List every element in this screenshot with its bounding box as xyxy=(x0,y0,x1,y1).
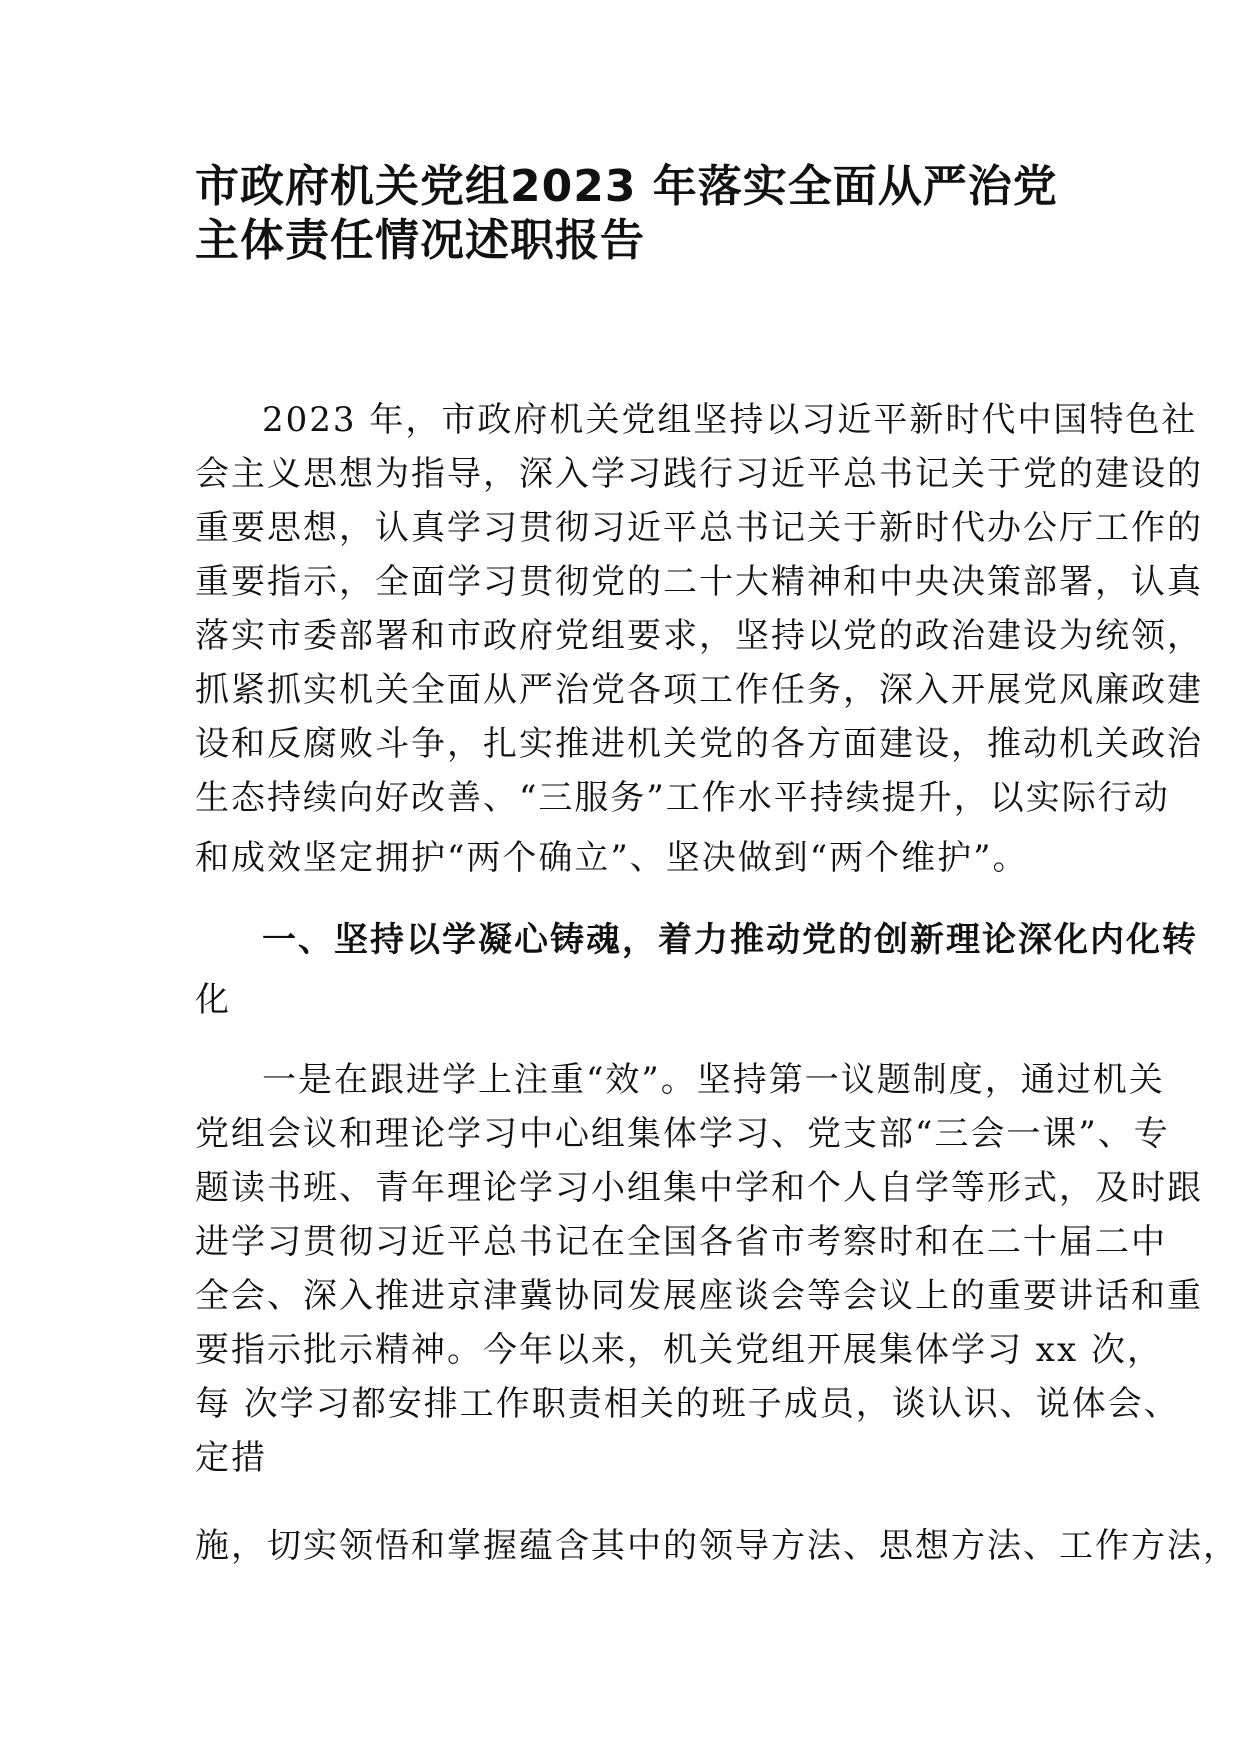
intro-paragraph-line-5: 落实市委部署和市政府党组要求，坚持以党的政治建设为统领， xyxy=(195,616,1203,656)
body-paragraph-line-9: 施，切实领悟和掌握蕴含其中的领导方法、思想方法、工作方法， xyxy=(195,1526,1239,1566)
document-title-line-2: 主体责任情况述职报告 xyxy=(195,215,645,266)
intro-paragraph-line-3: 重要思想，认真学习贯彻习近平总书记关于新时代办公厅工作的 xyxy=(195,508,1203,548)
body-paragraph-line-8: 定措 xyxy=(195,1438,267,1478)
intro-paragraph-line-1: 2023 年，市政府机关党组坚持以习近平新时代中国特色社 xyxy=(262,400,1198,440)
intro-paragraph-line-7: 设和反腐败斗争，扎实推进机关党的各方面建设，推动机关政治 xyxy=(195,724,1203,764)
section-heading-line-2: 化 xyxy=(195,980,231,1020)
body-paragraph-line-6: 要指示批示精神。今年以来，机关党组开展集体学习 xx 次， xyxy=(195,1330,1163,1370)
intro-paragraph-line-6: 抓紧抓实机关全面从严治党各项工作任务，深入开展党风廉政建 xyxy=(195,670,1203,710)
body-paragraph-line-1: 一是在跟进学上注重“效”。坚持第一议题制度，通过机关 xyxy=(262,1060,1165,1100)
body-paragraph-line-5: 全会、深入推进京津冀协同发展座谈会等会议上的重要讲话和重 xyxy=(195,1276,1203,1316)
body-paragraph-line-7: 每 次学习都安排工作职责相关的班子成员，谈认识、说体会、 xyxy=(195,1384,1180,1424)
body-paragraph-line-4: 进学习贯彻习近平总书记在全国各省市考察时和在二十届二中 xyxy=(195,1222,1167,1262)
intro-paragraph-line-8: 生态持续向好改善、“三服务”工作水平持续提升，以实际行动 xyxy=(195,778,1170,818)
intro-paragraph-line-4: 重要指示，全面学习贯彻党的二十大精神和中央决策部署，认真 xyxy=(195,562,1203,602)
intro-paragraph-line-9: 和成效坚定拥护“两个确立”、坚决做到“两个维护”。 xyxy=(195,838,1029,878)
body-paragraph-line-3: 题读书班、青年理论学习小组集中学和个人自学等形式，及时跟 xyxy=(195,1168,1203,1208)
document-title-line-1: 市政府机关党组2023 年落实全面从严治党 xyxy=(195,161,1058,212)
section-heading-line-1: 一、坚持以学凝心铸魂，着力推动党的创新理论深化内化转 xyxy=(262,920,1198,960)
intro-paragraph-line-2: 会主义思想为指导，深入学习践行习近平总书记关于党的建设的 xyxy=(195,454,1203,494)
body-paragraph-line-2: 党组会议和理论学习中心组集体学习、党支部“三会一课”、专 xyxy=(195,1114,1170,1154)
